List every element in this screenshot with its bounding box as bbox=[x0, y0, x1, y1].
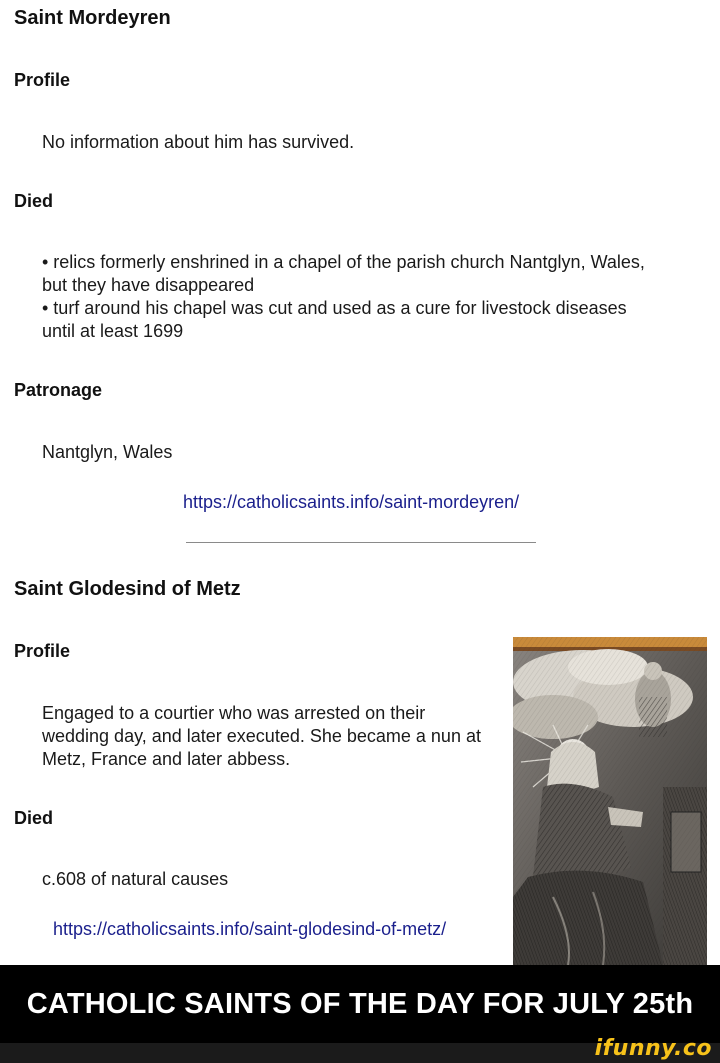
saint1-link[interactable]: https://catholicsaints.info/saint-mordeyren/ bbox=[183, 492, 520, 512]
saint1-patronage-label: Patronage bbox=[14, 380, 103, 400]
saint2-profile-line: wedding day, and later executed. She became a nun at bbox=[42, 726, 481, 746]
section-divider bbox=[186, 542, 536, 543]
saint-glodesind-image bbox=[513, 637, 707, 965]
saint1-died-line: but they have disappeared bbox=[42, 275, 255, 295]
saint2-died-text: c.608 of natural causes bbox=[42, 869, 229, 889]
saint1-died-label: Died bbox=[14, 191, 54, 211]
saint1-died-line: • turf around his chapel was cut and used as a cure for livestock diseases bbox=[42, 298, 627, 318]
saint1-profile-label: Profile bbox=[14, 70, 71, 90]
saint1-died-line: • relics formerly enshrined in a chapel of the parish church Nantglyn, Wales, bbox=[42, 252, 645, 272]
caption-banner bbox=[0, 965, 720, 1043]
saint2-name: Saint Glodesind of Metz bbox=[14, 578, 241, 600]
saint1-patronage-text: Nantglyn, Wales bbox=[42, 442, 173, 462]
saint2-profile-line: Engaged to a courtier who was arrested on their bbox=[42, 703, 426, 723]
ifunny-watermark-logo: ifunny.co bbox=[594, 1036, 712, 1061]
saint1-died-text bbox=[42, 251, 645, 343]
saint2-profile-text bbox=[42, 702, 481, 771]
saint2-died-label: Died bbox=[14, 808, 54, 828]
saint2-profile-line: Metz, France and later abbess. bbox=[42, 749, 291, 769]
caption-text: CATHOLIC SAINTS OF THE DAY FOR JULY 25th bbox=[26, 987, 694, 1020]
saint1-name: Saint Mordeyren bbox=[14, 7, 171, 29]
saint2-link[interactable]: https://catholicsaints.info/saint-glodesind-of-metz/ bbox=[53, 919, 447, 939]
saint2-profile-label: Profile bbox=[14, 641, 71, 661]
saint1-profile-text: No information about him has survived. bbox=[42, 132, 355, 152]
saint1-died-line: until at least 1699 bbox=[42, 321, 184, 341]
